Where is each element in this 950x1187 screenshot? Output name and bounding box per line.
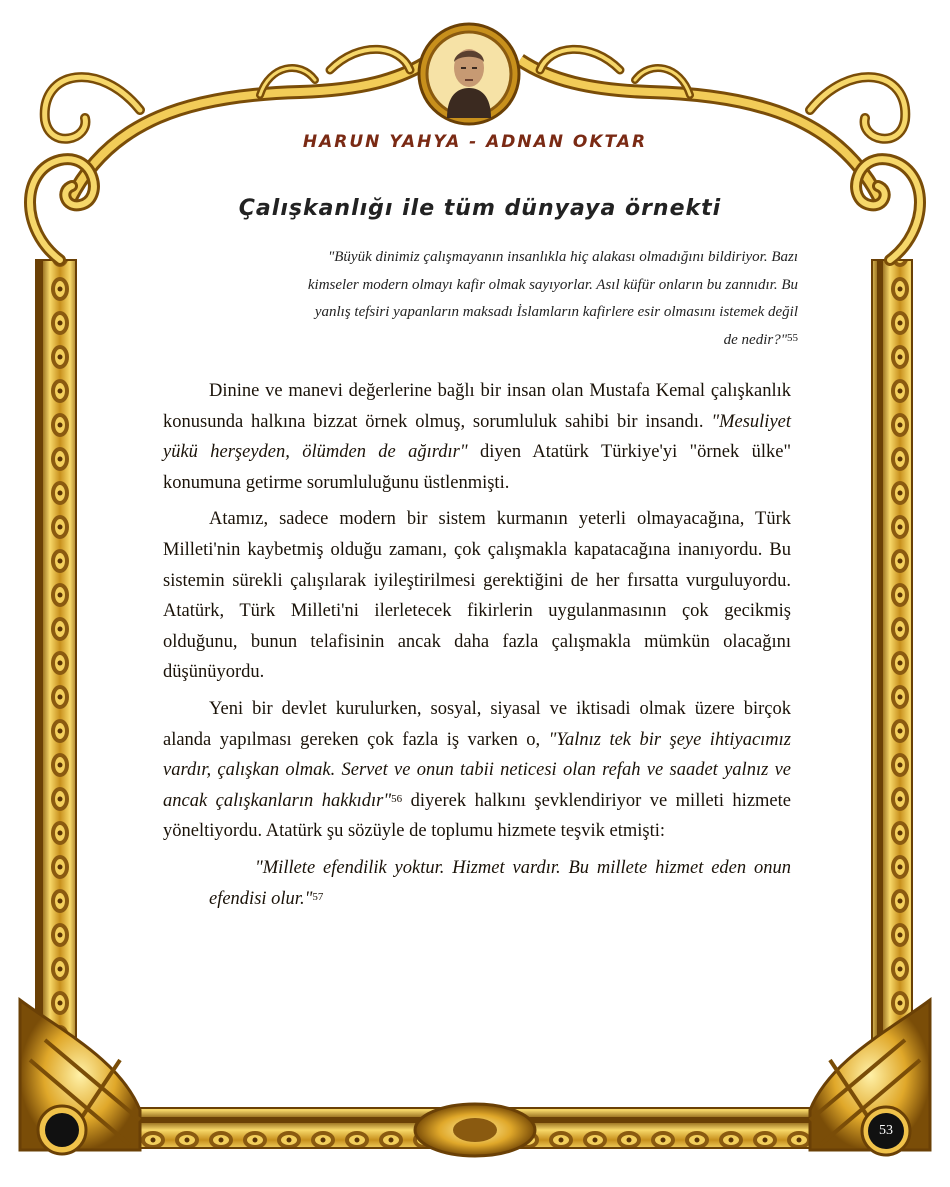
closing-quote (163, 853, 791, 914)
quote-diligence: "Yalnız tek bir şeye ihtiyacımız vardır, çalışkan olmak. Servet ve onun tabii neticesi olan refah ve saadet yalnız ve ancak çalışkanların hakkıdır" (163, 729, 791, 811)
paragraph-3-text-end: diyerek halkını şevklendiriyor ve milleti hizmete yöneltiyordu. Atatürk şu sözüyle de toplumu hizmete teşvik etmişti: (163, 790, 791, 842)
footnote-ref-56: 56 (391, 792, 403, 805)
footnote-ref-57: 57 (312, 890, 324, 903)
quote-responsibility: "Mesuliyet yükü herşeyden, ölümden de ağırdır" (163, 411, 792, 463)
portrait-medallion (417, 22, 521, 126)
body-text (163, 376, 791, 920)
section-title: Çalışkanlığı ile tüm dünyaya örnekti (238, 196, 722, 221)
epigraph-quote (300, 244, 798, 354)
closing-quote-text: "Millete efendilik yoktur. Hizmet vardır. Bu millete hizmet eden onun efendisi olur." (209, 857, 791, 909)
paragraph-1-text: Dinine ve manevi değerlerine bağlı bir insan olan Mustafa Kemal çalışkanlık konusunda halkına bizzat örnek olmuş, sorumluluk sahibi bir insandı. (163, 381, 791, 432)
paragraph-1-text-end: diyen Atatürk Türkiye'yi "örnek ülke" konumuna getirme sorumluluğunu üstlenmişti. (163, 442, 791, 493)
paragraph-3-text: Yeni bir devlet kurulurken, sosyal, siyasal ve iktisadi olmak üzere birçok alanda yapılması gereken çok fazla iş varken o, (163, 698, 791, 750)
paragraph-2: Atamız, sadece modern bir sistem kurmanın yeterli olmayacağına, Türk Milleti'nin kaybetmiş olduğu zamanı, çok çalışmakla kapatacağına inanıyordu. Bu sistemin sürekli çalışılarak iyileştirilmesi gerektiğini de her fırsatta vurguluyordu. Atatürk, Türk Milleti'ni ilerletecek fikirlerin uygulanmasının çok gecikmiş olduğunu, bunun telafisinin ancak daha fazla çalışmakla mümkün olacağını düşünüyordu. (163, 509, 791, 683)
running-header: HARUN YAHYA - ADNAN OKTAR (302, 132, 648, 152)
epigraph-text: "Büyük dinimiz çalışmayanın insanlıkla hiç alakası olmadığını bildiriyor. Bazı kimseler modern olmayı kafir olmak sayıyorlar. Asıl küfür onların bu zannıdır. Bu yanlış tefsiri yapanların maksadı İslamların kafirlere esir olmasını istemek değil de nedir?" (307, 249, 798, 348)
paragraph-1 (163, 376, 791, 498)
page-number: 53 (879, 1123, 893, 1138)
paragraph-3 (163, 694, 791, 847)
footnote-ref-55: 55 (787, 331, 798, 344)
